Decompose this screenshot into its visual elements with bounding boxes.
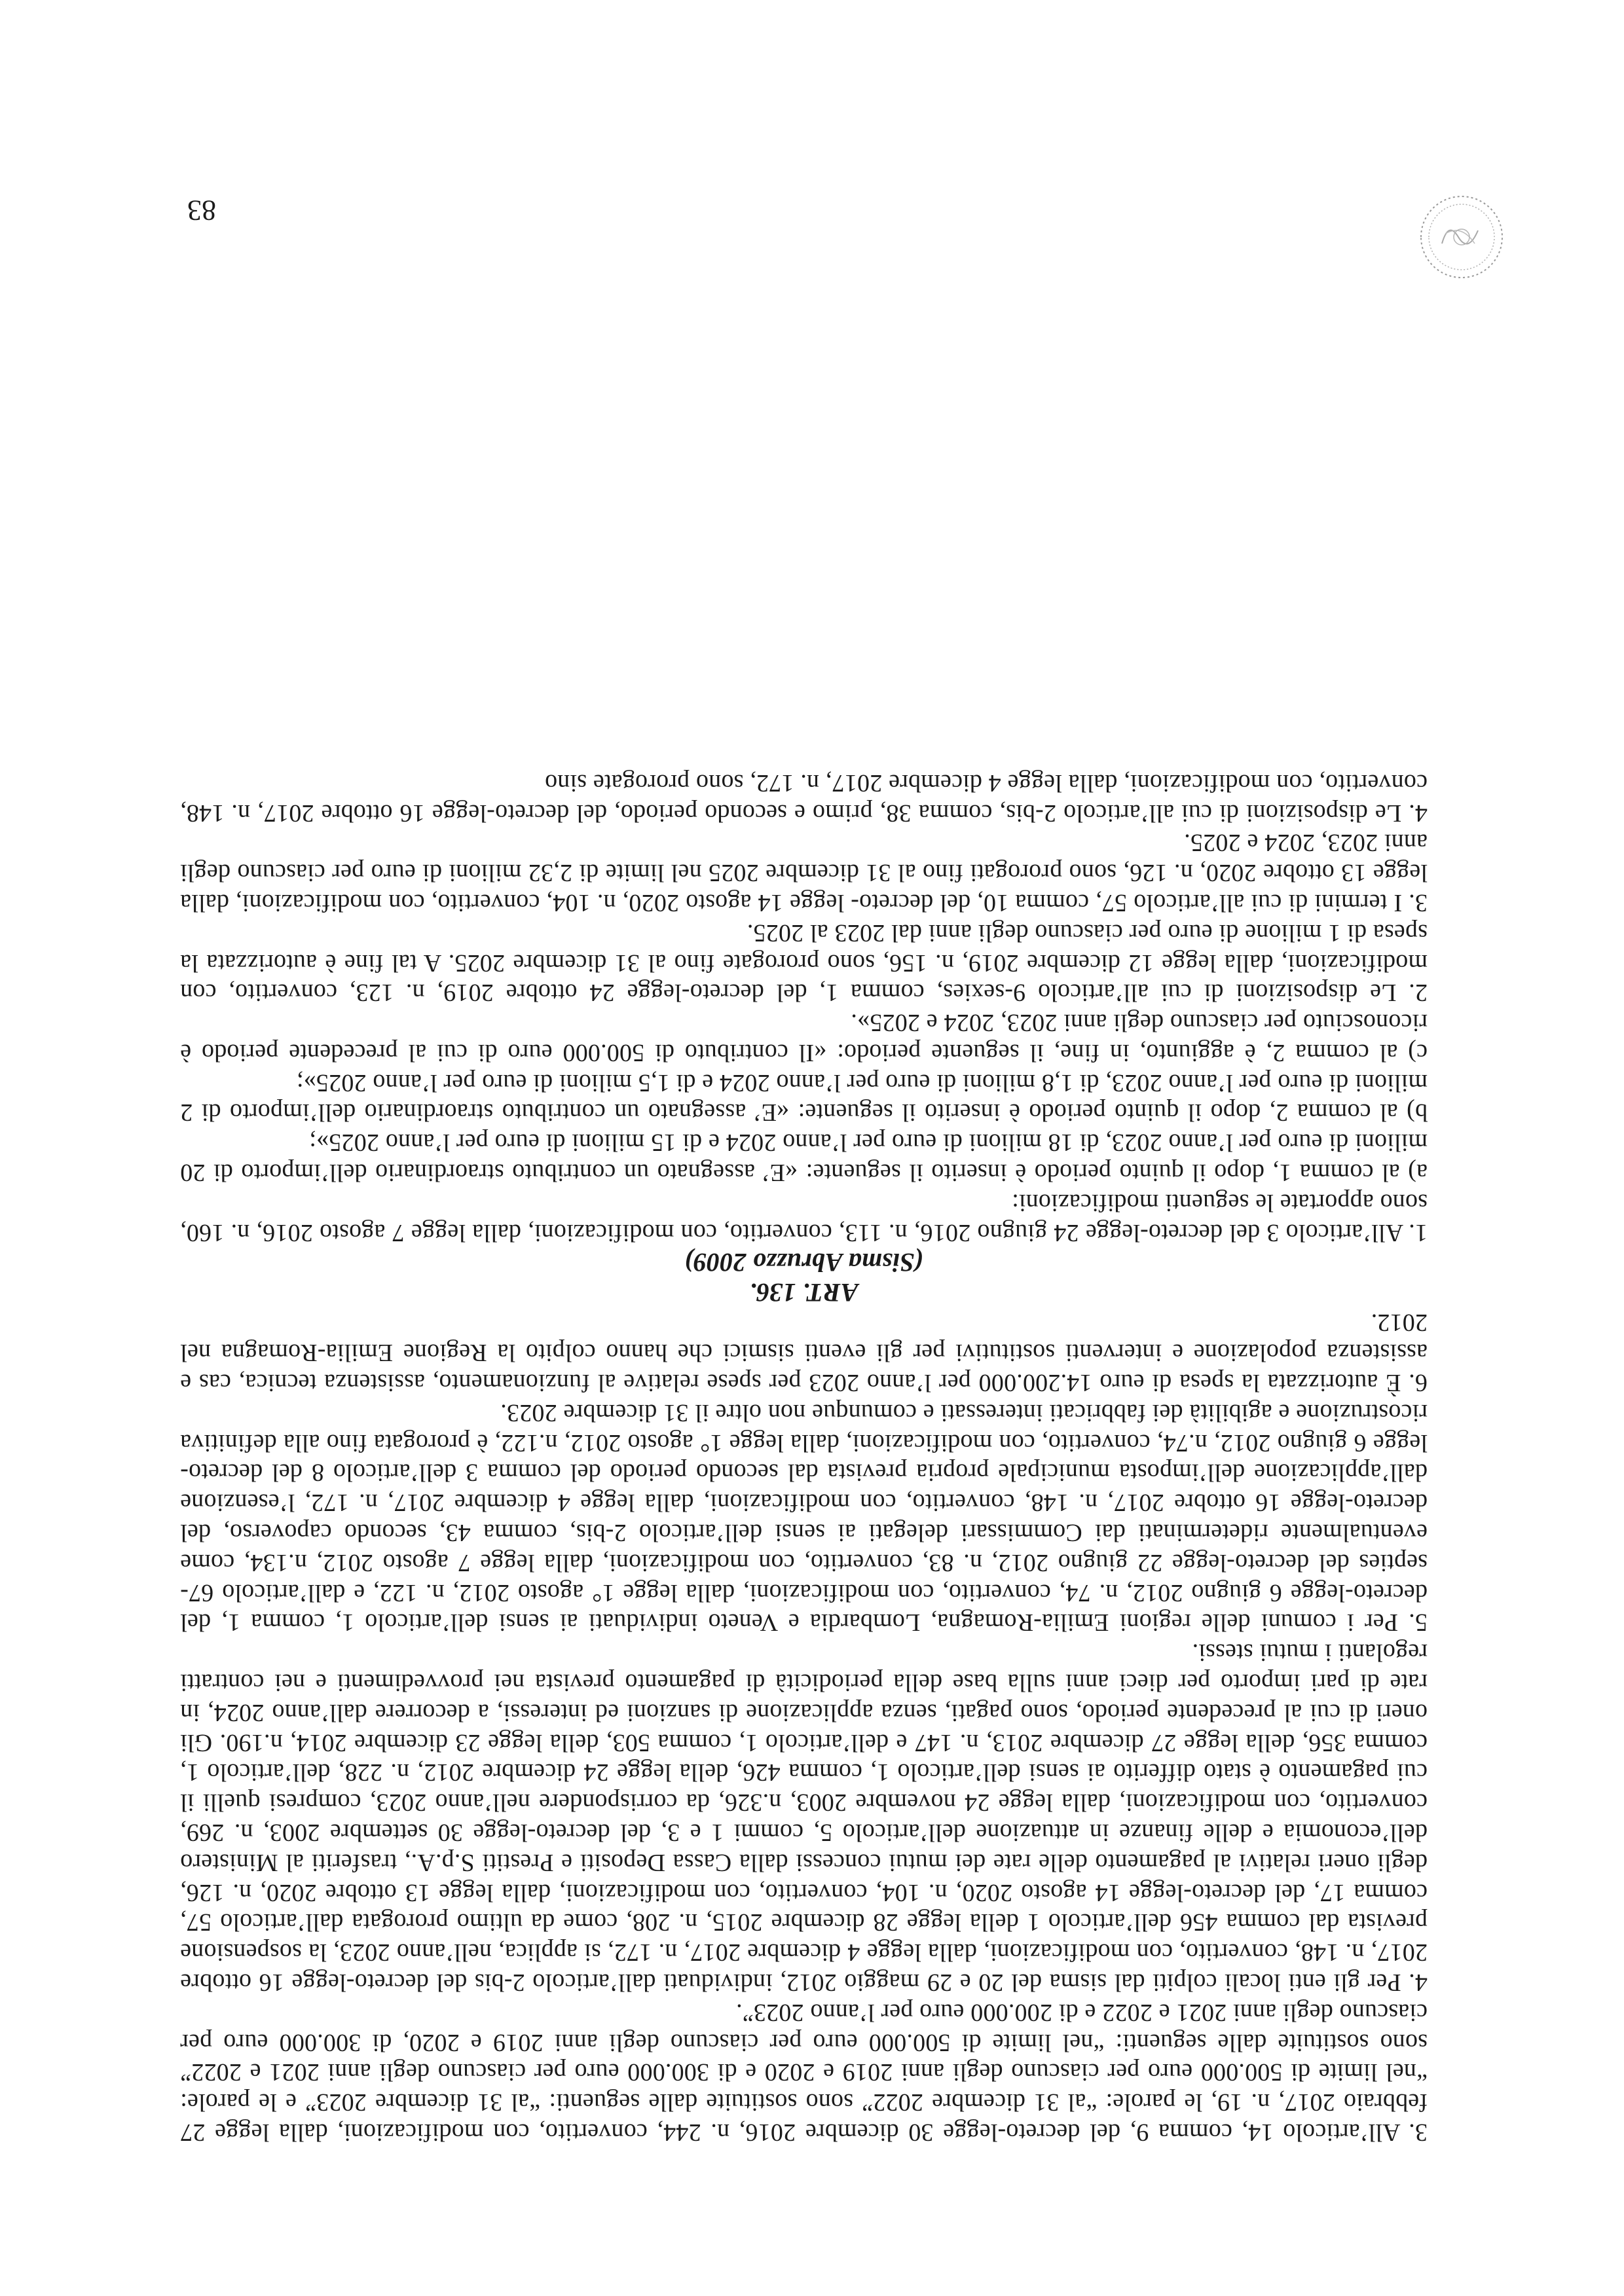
list-item-a: a) al comma 1, dopo il quinto periodo è inserito il seguente: «E’ assegnato un contributo straordinario dell’importo di 20 milioni di euro per l’anno 2023, di 18 milioni di euro per l’anno 2024 e di 15 milioni di euro per l’anno 2025»;	[180, 1129, 1428, 1187]
paragraph-4: 4. Per gli enti locali colpiti dal sisma del 20 e 29 maggio 2012, individuati dall’articolo 2-bis del decreto-legge 16 ottobre 2017, n. 148, convertito, con modificazioni, dalla legge 4 dicembre 2017, n. 172, si applica, nell’anno 2023, la sospensione prevista dal comma 456 dell’articolo 1 della legge 28 dicembre 2015, n. 208, come da ultimo prorogata dall’articolo 57, comma 17, del decreto-legge 14 agosto 2020, n. 104, convertito, con modificazioni, dalla legge 13 ottobre 2020, n. 126, degli oneri relativi al pagamento delle rate dei mutui concessi dalla Cassa Depositi e Prestiti S.p.A., trasferiti al Ministero dell’economia e delle finanze in attuazione dell’articolo 5, commi 1 e 3, del decreto-legge 30 settembre 2003, n. 269, convertito, con modificazioni, dalla legge 24 novembre 2003, n.326, da corrispondere nell’anno 2023, compresi quelli il cui pagamento è stato differito ai sensi dell’articolo 1, comma 426, della legge 24 dicembre 2012, n. 228, dell’articolo 1, comma 356, della legge 27 dicembre 2013, n. 147 e dell’articolo 1, comma 503, della legge 23 dicembre 2014, n.190. Gli oneri di cui al precedente periodo, sono pagati, senza applicazione di sanzioni ed interessi, a decorrere dall’anno 2024, in rate di pari importo per dieci anni sulla base della periodicità di pagamento prevista nei provvedimenti e nei contratti regolanti i mutui stessi.	[180, 1639, 1428, 1997]
list-item-b: b) al comma 2, dopo il quinto periodo è inserito il seguente: «E’ assegnato un contributo straordinario dell’importo di 2 milioni di euro per l’anno 2023, di 1,8 milioni di euro per l’anno 2024 e di 1,5 milioni di euro per l’anno 2025»;	[180, 1068, 1428, 1127]
article-paragraph-2: 2. Le disposizioni di cui all’articolo 9-sexies, comma 1, del decreto-legge 24 ottobre 2019, n. 123, convertito, con modificazioni, dalla legge 12 dicembre 2019, n. 156, sono prorogate fino al 31 dicembre 2025. A tal fine è autorizzata la spesa di 1 milione di euro per ciascuno degli anni dal 2023 al 2025.	[180, 919, 1428, 1007]
body-text	[180, 767, 1428, 2147]
list-item-c: c) al comma 2, è aggiunto, in fine, il seguente periodo: «Il contributo di 500.000 euro di cui al precedente periodo è riconosciuto per ciascuno degli anni 2023, 2024 e 2025».	[180, 1009, 1428, 1066]
paragraph-5: 5. Per i comuni delle regioni Emilia-Romagna, Lombardia e Veneto individuati ai sensi dell’articolo 1, comma 1, del decreto-legge 6 giugno 2012, n. 74, convertito, con modificazioni, dalla legge 1° agosto 2012, n. 122, e dall’articolo 67-septies del decreto-legge 22 giugno 2012, n. 83, convertito, con modificazioni, dalla legge 7 agosto 2012, n.134, come eventualmente rideterminati dai Commissari delegati ai sensi dell’articolo 2-bis, comma 43, secondo capoverso, del decreto-legge 16 ottobre 2017, n. 148, convertito, con modificazioni, dalla legge 4 dicembre 2017, n. 172, l’esenzione dall’applicazione dell’imposta municipale propria prevista dal secondo periodo del comma 3 dell’articolo 8 del decreto-legge 6 giugno 2012, n.74, convertito, con modificazioni, dalla legge 1° agosto 2012, n.122, è prorogata fino alla definitiva ricostruzione e agibilità dei fabbricati interessati e comunque non oltre il 31 dicembre 2023.	[180, 1398, 1428, 1637]
article-paragraph-4: 4. Le disposizioni di cui all’articolo 2-bis, comma 38, primo e secondo periodo, del decreto-legge 16 ottobre 2017, n. 148, convertito, con modificazioni, dalla legge 4 dicembre 2017, n. 172, sono prorogate sino	[180, 769, 1428, 827]
article-paragraph-3: 3. I termini di cui all’articolo 57, comma 10, del decreto- legge 14 agosto 2020, n. 104, convertito, con modificazioni, dalla legge 13 ottobre 2020, n. 126, sono prorogati fino al 31 dicembre 2025 nel limite di 2,32 milioni di euro per ciascuno degli anni 2023, 2024 e 2025.	[180, 829, 1428, 917]
page-number: 83	[187, 194, 216, 227]
article-paragraph-1: 1. All’articolo 3 del decreto-legge 24 giugno 2016, n. 113, convertito, con modificazioni, dalla legge 7 agosto 2016, n. 160, sono apportate le seguenti modificazioni:	[180, 1188, 1428, 1247]
article-number: ART. 136.	[749, 1277, 858, 1307]
paragraph-6: 6. È autorizzata la spesa di euro 14.200.000 per l’anno 2023 per spese relative al funzionamento, assistenza tecnica, cas e assistenza popolazione e interventi sostitutivi per gli eventi sismici che hanno colpito la Regione Emilia-Romagna nel 2012.	[180, 1309, 1428, 1397]
article-title: (Sisma Abruzzo 2009)	[684, 1247, 923, 1277]
official-seal-icon	[1416, 191, 1507, 283]
paragraph-3: 3. All’articolo 14, comma 9, del decreto-legge 30 dicembre 2016, n. 244, convertito, con modificazioni, dalla legge 27 febbraio 2017, n. 19, le parole: “al 31 dicembre 2022” sono sostituite dalle seguenti: “al 31 dicembre 2023” e le parole: “nel limite di 500.000 euro per ciascuno degli anni 2019 e 2020 e di 300.000 euro per ciascuno degli anni 2021 e 2022” sono sostituite dalle seguenti: “nel limite di 500.000 euro per ciascuno degli anni 2019 e 2020, di 300.000 euro per ciascuno degli anni 2021 e 2022 e di 200.000 euro per l’anno 2023”.	[180, 1998, 1428, 2146]
